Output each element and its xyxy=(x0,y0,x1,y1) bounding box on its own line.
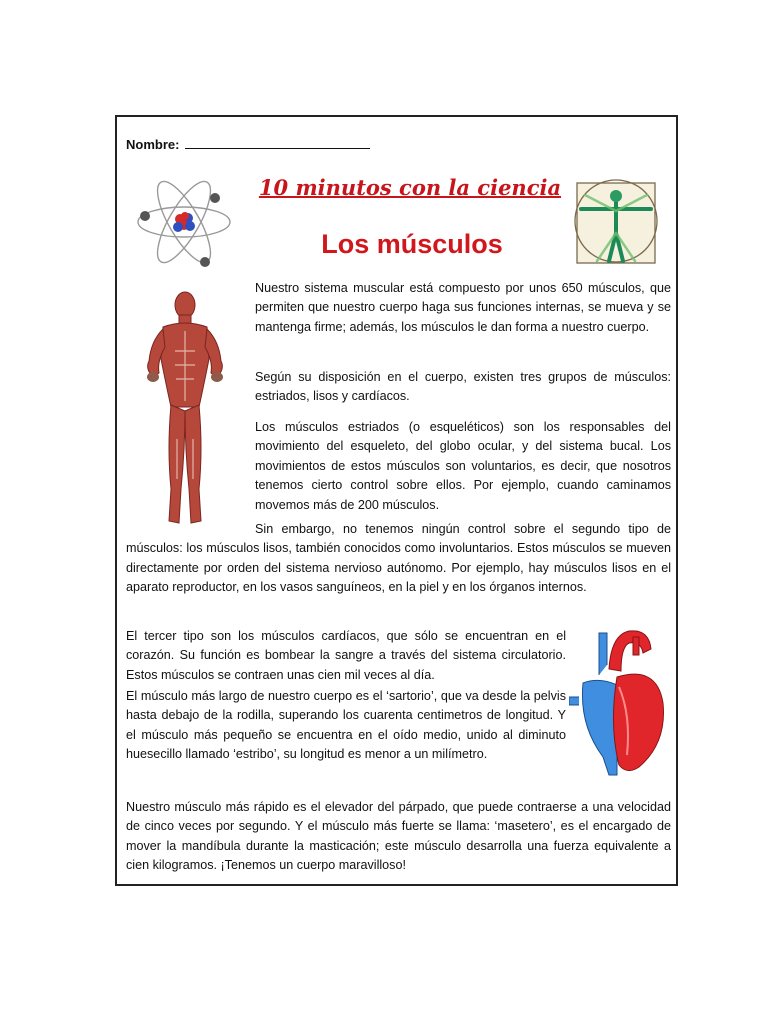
paragraph-cardiac: El tercer tipo son los músculos cardíacos, que sólo se encuentran en el corazón. Su función es bombear la sangre a través del sistema circulatorio. Estos músculos se contraen unas cien mil veces al día. xyxy=(126,629,566,682)
page-title: Los músculos xyxy=(321,229,503,259)
paragraph-fastest: Nuestro músculo más rápido es el elevador del párpado, que puede contraerse a una velocidad de cinco veces por segundo. Y el músculo más fuerte se llama: ‘masetero’, es el encargado de mover la mandíbula durante la masticación; este músculo desarrolla una fuerza equivalente a cien kilogramos. ¡Tenemos un cuerpo maravilloso! xyxy=(126,800,671,873)
paragraph-longest: El músculo más largo de nuestro cuerpo es el ‘sartorio’, que va desde la pelvis hasta debajo de la rodilla, superando los cuarenta centimetros de longitud. Y el músculo más pequeño se encuentra en el oído medio, unido al diminuto huesecillo llamado ‘estribo’, su longitud es menor a un milímetro. xyxy=(126,689,566,762)
heart-icon xyxy=(569,625,669,785)
name-label: Nombre: xyxy=(126,137,180,152)
paragraph-smooth: Sin embargo, no tenemos ningún control sobre el segundo tipo de músculos: los músculos lisos, también conocidos como involuntarios. Estos músculos se mueven directamente por orden del sistema nervioso autónomo. Por ejemplo, hay músculos lisos en el aparato reproductor, en los vasos sanguíneos, en la piel y en los órganos internos. xyxy=(126,522,671,595)
muscle-man-icon xyxy=(135,289,235,533)
atom-icon xyxy=(135,172,233,272)
paragraph-intro: Nuestro sistema muscular está compuesto por unos 650 músculos, que permiten que nuestro cuerpo haga sus funciones internas, se mueva y se mantenga firme; además, los músculos le dan forma a nuestro cuerpo. xyxy=(255,281,671,334)
name-blank-line[interactable] xyxy=(185,137,370,149)
worksheet-page xyxy=(115,115,678,886)
subtitle: 10 minutos con la ciencia xyxy=(258,175,562,200)
vitruvian-man-icon xyxy=(569,175,663,271)
paragraph-groups: Según su disposición en el cuerpo, existen tres grupos de músculos: estriados, lisos y cardíacos. xyxy=(255,370,671,404)
name-row xyxy=(126,137,370,152)
paragraph-striated: Los músculos estriados (o esqueléticos) son los responsables del movimiento del esqueleto, del globo ocular, y del sistema bucal. Los movimientos de estos músculos son voluntarios, es decir, que nosotros tenemos cierto control sobre ellos. Por ejemplo, cuando caminamos movemos más de 200 músculos. xyxy=(255,420,671,512)
